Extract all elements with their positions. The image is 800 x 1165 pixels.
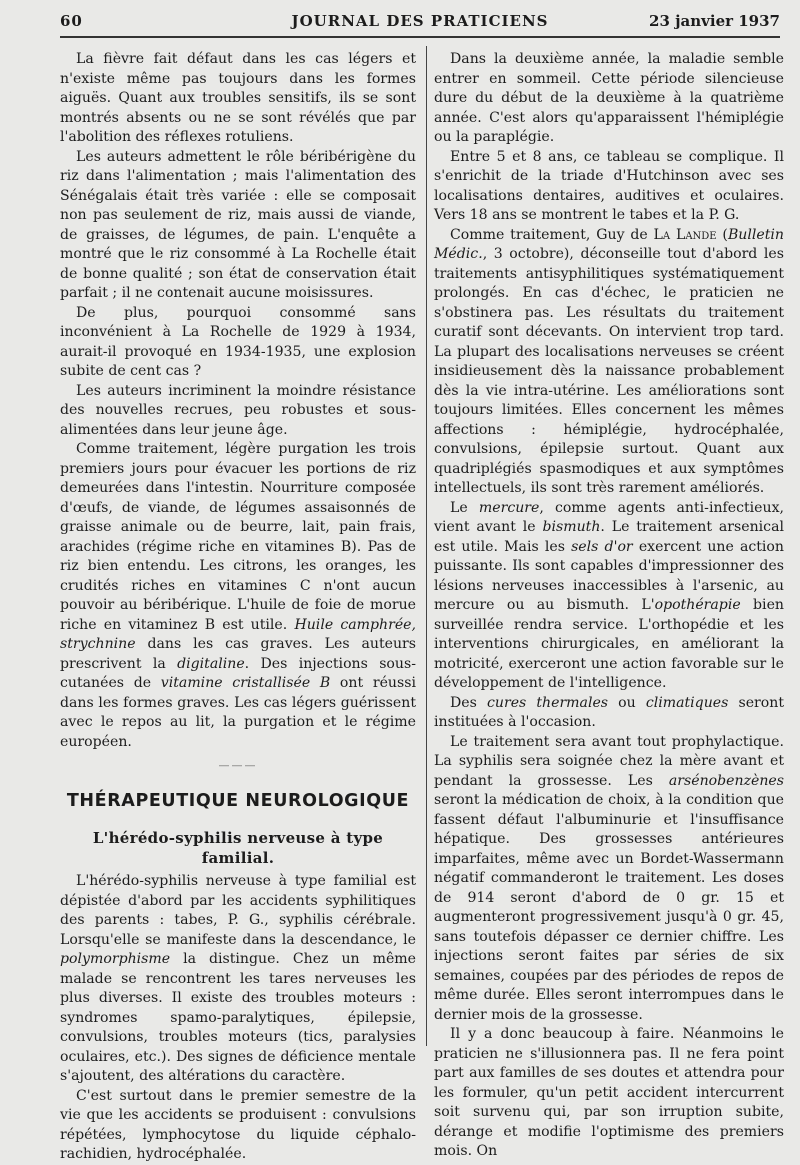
section-title: THÉRAPEUTIQUE NEUROLOGIQUE xyxy=(66,790,410,811)
header-rule xyxy=(60,36,780,38)
running-header xyxy=(60,12,780,34)
paragraph: La fièvre fait défaut dans les cas légers et n'existe même pas toujours dans les formes aiguës. Quant aux troubles sensitifs, ils se sont montrés absents ou ne se sont révélés que par l'abolition des réflexes rotuliens. xyxy=(60,51,416,145)
section-separator: ——— xyxy=(218,759,258,772)
paragraph: Le traitement sera avant tout prophylactique. La syphilis sera soignée chez la mère avant et pendant la grossesse. Les arsénobenzènes seront la médication de choix, à la condition que fassent défaut l'albuminurie et l'insuffisance hépatique. Des grossesses antérieures imparfaites, même avec un Bordet-Wassermann négatif commanderont le traitement. Les doses de 914 seront d'abord de 0 gr. 15 et augmenteront progressivement jusqu'à 0 gr. 45, sans toutefois dépasser ce dernier chiffre. Les injections seront faites par séries de six semaines, coupées par des périodes de repos de même durée. Elles seront interrompues dans le dernier mois de la grossesse. xyxy=(434,733,784,1023)
paragraph: L'hérédo-syphilis nerveuse à type familial est dépistée d'abord par les accidents syphilitiques des parents : tabes, P. G., syphilis cérébrale. Lorsqu'elle se manifeste dans la descendance, le polymorphisme la distingue. Chez un même malade se rencontrent les tares nerveuses les plus diverses. Il existe des troubles moteurs : syndromes spamo-paralytiques, épilepsie, convulsions, troubles moteurs (tics, paralysies oculaires, etc.). Des signes de déficience mentale s'ajoutent, des altérations du caractère. xyxy=(60,873,416,1084)
paragraph: Les auteurs admettent le rôle béribérigène du riz dans l'alimentation ; mais l'alimentation des Sénégalais était très variée : elle se composait non pas seulement de riz, mais aussi de viande, de graisses, de légumes, de pain. L'enquête a montré que le riz consommé à La Rochelle était de bonne qualité ; son état de conservation était parfait ; il ne contenait aucune moisissures. xyxy=(60,148,416,301)
paragraph: Des cures thermales ou climatiques seront instituées à l'occasion. xyxy=(434,694,784,730)
journal-title: JOURNAL DES PRATICIENS xyxy=(291,12,549,30)
paragraph: Les auteurs incriminent la moindre résistance des nouvelles recrues, peu robustes et sous-alimentées dans leur jeune âge. xyxy=(60,382,416,438)
left-column xyxy=(60,50,416,1165)
paragraph: Dans la deuxième année, la maladie semble entrer en sommeil. Cette période silencieuse dure du début de la deuxième à la quatrième année. C'est alors qu'apparaissent l'hémiplégie ou la paraplégie. xyxy=(434,51,784,145)
right-column xyxy=(434,50,784,1162)
paragraph: C'est surtout dans le premier semestre de la vie que les accidents se produisent : convulsions répétées, lymphocytose du liquide céphalo-rachidien, hydrocéphalée. xyxy=(60,1087,416,1162)
paragraph: Entre 5 et 8 ans, ce tableau se complique. Il s'enrichit de la triade d'Hutchinson avec ses localisations dentaires, auditives et oculaires. Vers 18 ans se montrent le tabes et la P. G. xyxy=(434,148,784,223)
article-title: L'hérédo-syphilis nerveuse à type familial. xyxy=(92,829,384,867)
column-divider xyxy=(426,46,427,1046)
paragraph: De plus, pourquoi consommé sans inconvénient à La Rochelle de 1929 à 1934, aurait-il provoqué en 1934-1935, une explosion subite de cent cas ? xyxy=(60,304,416,379)
issue-date: 23 janvier 1937 xyxy=(649,12,780,30)
paragraph: Le mercure, comme agents anti-infectieux, vient avant le bismuth. Le traitement arsenical est utile. Mais les sels d'or exercent une action puissante. Ils sont capables d'impressionner des lésions nerveuses inaccessibles à l'arsenic, au mercure ou au bismuth. L'opothérapie bien surveillée rendra service. L'orthopédie et les interventions chirurgicales, en améliorant la motricité, exerceront une action favorable sur le développement de l'intelligence. xyxy=(434,499,784,691)
page-number: 60 xyxy=(60,12,83,30)
paragraph: Comme traitement, légère purgation les trois premiers jours pour évacuer les portions de riz demeurées dans l'intestin. Nourriture composée d'œufs, de viande, de légumes assaisonnés de graisse animale ou de beurre, lait, pain frais, arachides (régime riche en vitamines B). Pas de riz bien entendu. Les citrons, les oranges, les crudités riches en vitamines C n'ont aucun pouvoir au béribérique. L'huile de foie de morue riche en vitaminez B est utile. Huile camphrée, strychnine dans les cas graves. Les auteurs prescrivent la digitaline. Des injections sous-cutanées de vitamine cristallisée B ont réussi dans les formes graves. Les cas légers guérissent avec le repos au lit, la purgation et le régime européen. xyxy=(60,441,416,750)
paragraph: Il y a donc beaucoup à faire. Néanmoins le praticien ne s'illusionnera pas. Il ne fera point part aux familles de ses doutes et attendra pour les formuler, qu'un petit accident intercurrent soit survenu qui, par son irruption subite, dérange et modifie l'optimisme des premiers mois. On xyxy=(434,1026,784,1159)
paragraph: Comme traitement, Guy de La Lande (Bulletin Médic., 3 octobre), déconseille tout d'abord les traitements antisyphilitiques systématiquement prolongés. En cas d'échec, le praticien ne s'obstinera pas. Les résultats du traitement curatif sont décevants. On intervient trop tard. La plupart des localisations nerveuses se créent insidieusement dès la naissance probablement dès la vie intra-utérine. Les améliorations sont toujours limitées. Elles concernent les mêmes affections : hémiplégie, hydrocéphalée, convulsions, épilepsie surtout. Quant aux quadriplégiés spasmodiques et aux symptômes intellectuels, ils sont très rarement améliorés. xyxy=(434,226,784,496)
